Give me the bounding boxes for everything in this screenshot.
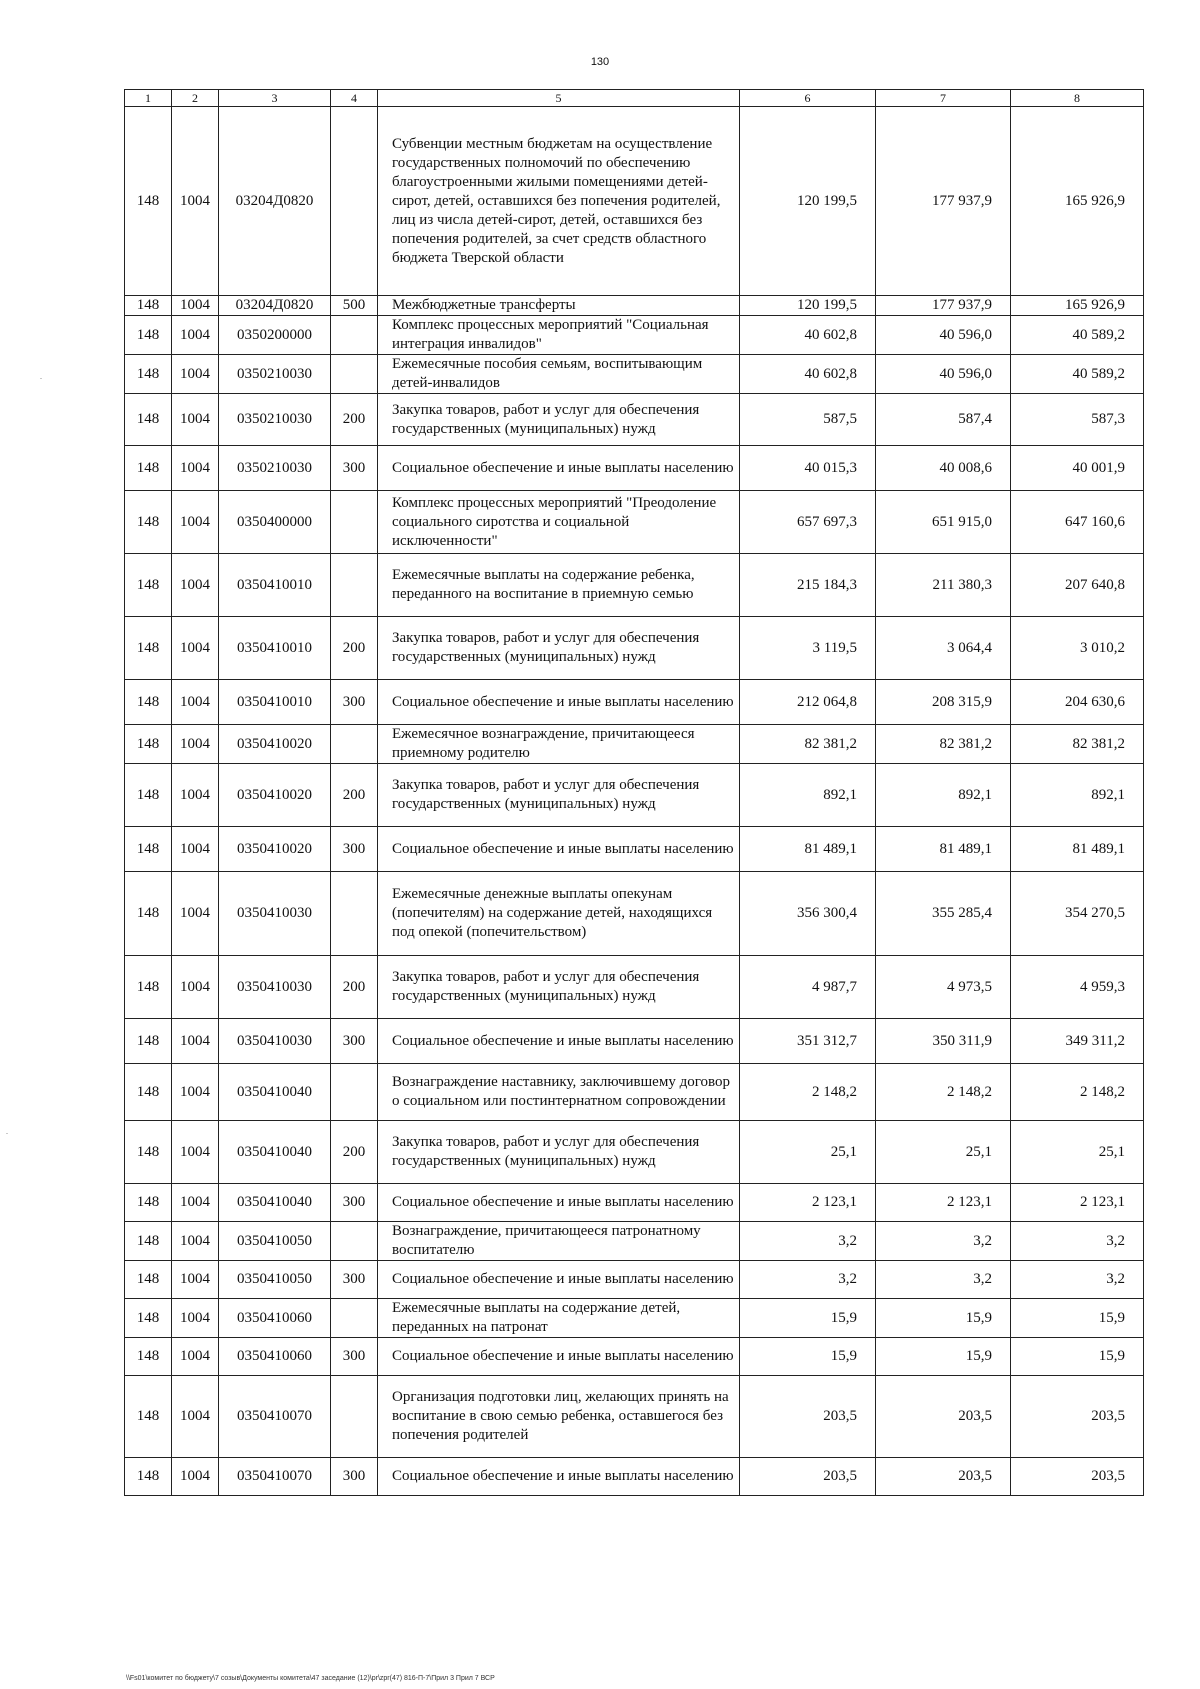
table-row [125,1064,1144,1121]
amount-col6-cell: 587,5 [740,394,876,446]
expense-type-code-cell: 300 [331,827,378,872]
description-cell: Социальное обеспечение и иные выплаты населению [378,1338,740,1376]
table-row [125,446,1144,491]
table-row [125,316,1144,355]
amount-col7-cell: 203,5 [876,1376,1011,1458]
table-row [125,1458,1144,1496]
section-code-cell: 1004 [172,107,219,296]
amount-col8-cell: 165 926,9 [1011,107,1144,296]
amount-col6-cell: 657 697,3 [740,491,876,554]
expense-type-code-cell [331,725,378,764]
description-cell: Закупка товаров, работ и услуг для обеспечения государственных (муниципальных) нужд [378,956,740,1019]
amount-col7-cell: 82 381,2 [876,725,1011,764]
amount-col7-cell: 81 489,1 [876,827,1011,872]
target-article-code-cell: 0350410020 [219,764,331,827]
description-cell: Социальное обеспечение и иные выплаты населению [378,680,740,725]
table-row [125,872,1144,956]
amount-col6-cell: 40 602,8 [740,355,876,394]
amount-col7-cell: 355 285,4 [876,872,1011,956]
table-row [125,1299,1144,1338]
target-article-code-cell: 0350410030 [219,956,331,1019]
admin-code-cell: 148 [125,1338,172,1376]
expense-type-code-cell: 200 [331,764,378,827]
table-row [125,1261,1144,1299]
amount-col8-cell: 40 589,2 [1011,316,1144,355]
column-header: 5 [378,90,740,107]
amount-col6-cell: 356 300,4 [740,872,876,956]
amount-col8-cell: 2 148,2 [1011,1064,1144,1121]
amount-col7-cell: 3 064,4 [876,617,1011,680]
section-code-cell: 1004 [172,296,219,316]
target-article-code-cell: 0350210030 [219,355,331,394]
description-cell: Ежемесячные денежные выплаты опекунам (попечителям) на содержание детей, находящихся под опекой (попечительством) [378,872,740,956]
section-code-cell: 1004 [172,680,219,725]
amount-col8-cell: 81 489,1 [1011,827,1144,872]
amount-col6-cell: 2 148,2 [740,1064,876,1121]
table-row [125,1184,1144,1222]
target-article-code-cell: 0350410040 [219,1184,331,1222]
table-row [125,1338,1144,1376]
section-code-cell: 1004 [172,316,219,355]
amount-col8-cell: 82 381,2 [1011,725,1144,764]
description-cell: Субвенции местным бюджетам на осуществление государственных полномочий по обеспечению благоустроенными жилыми помещениями детей-сирот, детей, оставшихся без попечения родителей, лиц из числа детей-сирот, детей, оставшихся без попечения родителей, за счет средств областного бюджета Тверской области [378,107,740,296]
amount-col6-cell: 81 489,1 [740,827,876,872]
expense-type-code-cell: 500 [331,296,378,316]
expense-type-code-cell [331,1222,378,1261]
amount-col6-cell: 4 987,7 [740,956,876,1019]
description-cell: Вознаграждение наставнику, заключившему договор о социальном или постинтернатном сопровождении [378,1064,740,1121]
admin-code-cell: 148 [125,1064,172,1121]
amount-col6-cell: 351 312,7 [740,1019,876,1064]
admin-code-cell: 148 [125,491,172,554]
expense-type-code-cell: 300 [331,1261,378,1299]
amount-col6-cell: 40 015,3 [740,446,876,491]
admin-code-cell: 148 [125,1019,172,1064]
admin-code-cell: 148 [125,1299,172,1338]
amount-col6-cell: 203,5 [740,1376,876,1458]
admin-code-cell: 148 [125,1261,172,1299]
expense-type-code-cell [331,554,378,617]
amount-col7-cell: 211 380,3 [876,554,1011,617]
scan-mark: . [40,372,42,381]
expense-type-code-cell [331,355,378,394]
amount-col7-cell: 4 973,5 [876,956,1011,1019]
column-header: 8 [1011,90,1144,107]
target-article-code-cell: 0350410010 [219,617,331,680]
admin-code-cell: 148 [125,1458,172,1496]
budget-table [124,89,1144,1496]
amount-col8-cell: 349 311,2 [1011,1019,1144,1064]
amount-col8-cell: 2 123,1 [1011,1184,1144,1222]
description-cell: Социальное обеспечение и иные выплаты населению [378,1184,740,1222]
description-cell: Социальное обеспечение и иные выплаты населению [378,446,740,491]
amount-col7-cell: 892,1 [876,764,1011,827]
amount-col8-cell: 165 926,9 [1011,296,1144,316]
expense-type-code-cell [331,1376,378,1458]
target-article-code-cell: 0350410020 [219,827,331,872]
admin-code-cell: 148 [125,394,172,446]
description-cell: Организация подготовки лиц, желающих принять на воспитание в свою семью ребенка, оставшегося без попечения родителей [378,1376,740,1458]
amount-col7-cell: 3,2 [876,1261,1011,1299]
section-code-cell: 1004 [172,1121,219,1184]
expense-type-code-cell: 300 [331,1184,378,1222]
table-row [125,107,1144,296]
section-code-cell: 1004 [172,1299,219,1338]
section-code-cell: 1004 [172,1376,219,1458]
amount-col7-cell: 15,9 [876,1338,1011,1376]
target-article-code-cell: 0350410060 [219,1299,331,1338]
amount-col8-cell: 40 589,2 [1011,355,1144,394]
target-article-code-cell: 0350410040 [219,1064,331,1121]
expense-type-code-cell: 300 [331,680,378,725]
amount-col6-cell: 15,9 [740,1299,876,1338]
column-header: 7 [876,90,1011,107]
expense-type-code-cell: 300 [331,446,378,491]
expense-type-code-cell [331,107,378,296]
amount-col6-cell: 212 064,8 [740,680,876,725]
amount-col8-cell: 4 959,3 [1011,956,1144,1019]
amount-col8-cell: 892,1 [1011,764,1144,827]
description-cell: Социальное обеспечение и иные выплаты населению [378,1019,740,1064]
amount-col7-cell: 208 315,9 [876,680,1011,725]
amount-col6-cell: 892,1 [740,764,876,827]
target-article-code-cell: 0350210030 [219,446,331,491]
description-cell: Социальное обеспечение и иные выплаты населению [378,1261,740,1299]
expense-type-code-cell [331,1064,378,1121]
amount-col6-cell: 3,2 [740,1261,876,1299]
section-code-cell: 1004 [172,1261,219,1299]
description-cell: Вознаграждение, причитающееся патронатному воспитателю [378,1222,740,1261]
amount-col7-cell: 2 123,1 [876,1184,1011,1222]
table-row [125,491,1144,554]
table-row [125,554,1144,617]
section-code-cell: 1004 [172,446,219,491]
expense-type-code-cell [331,491,378,554]
target-article-code-cell: 0350400000 [219,491,331,554]
amount-col8-cell: 25,1 [1011,1121,1144,1184]
table-row [125,296,1144,316]
admin-code-cell: 148 [125,1376,172,1458]
amount-col7-cell: 25,1 [876,1121,1011,1184]
section-code-cell: 1004 [172,725,219,764]
admin-code-cell: 148 [125,1222,172,1261]
section-code-cell: 1004 [172,872,219,956]
admin-code-cell: 148 [125,446,172,491]
amount-col8-cell: 354 270,5 [1011,872,1144,956]
table-row [125,355,1144,394]
admin-code-cell: 148 [125,1184,172,1222]
page-number: 130 [590,56,610,68]
target-article-code-cell: 0350410020 [219,725,331,764]
description-cell: Комплекс процессных мероприятий "Преодоление социального сиротства и социальной исключенности" [378,491,740,554]
amount-col8-cell: 15,9 [1011,1338,1144,1376]
amount-col7-cell: 651 915,0 [876,491,1011,554]
amount-col7-cell: 177 937,9 [876,107,1011,296]
amount-col8-cell: 3,2 [1011,1261,1144,1299]
expense-type-code-cell: 200 [331,956,378,1019]
expense-type-code-cell: 300 [331,1338,378,1376]
target-article-code-cell: 0350410070 [219,1376,331,1458]
target-article-code-cell: 0350210030 [219,394,331,446]
target-article-code-cell: 0350410050 [219,1222,331,1261]
expense-type-code-cell [331,1299,378,1338]
amount-col6-cell: 120 199,5 [740,296,876,316]
admin-code-cell: 148 [125,956,172,1019]
description-cell: Закупка товаров, работ и услуг для обеспечения государственных (муниципальных) нужд [378,764,740,827]
table-row [125,1222,1144,1261]
table-row [125,1121,1144,1184]
section-code-cell: 1004 [172,1019,219,1064]
amount-col8-cell: 587,3 [1011,394,1144,446]
target-article-code-cell: 0350410030 [219,1019,331,1064]
section-code-cell: 1004 [172,956,219,1019]
amount-col6-cell: 3 119,5 [740,617,876,680]
section-code-cell: 1004 [172,617,219,680]
amount-col8-cell: 203,5 [1011,1458,1144,1496]
section-code-cell: 1004 [172,491,219,554]
description-cell: Социальное обеспечение и иные выплаты населению [378,1458,740,1496]
amount-col7-cell: 2 148,2 [876,1064,1011,1121]
amount-col8-cell: 3 010,2 [1011,617,1144,680]
amount-col6-cell: 15,9 [740,1338,876,1376]
expense-type-code-cell: 300 [331,1458,378,1496]
description-cell: Социальное обеспечение и иные выплаты населению [378,827,740,872]
admin-code-cell: 148 [125,680,172,725]
table-row [125,725,1144,764]
table-row [125,617,1144,680]
expense-type-code-cell: 300 [331,1019,378,1064]
amount-col6-cell: 25,1 [740,1121,876,1184]
amount-col7-cell: 177 937,9 [876,296,1011,316]
target-article-code-cell: 0350410050 [219,1261,331,1299]
amount-col6-cell: 120 199,5 [740,107,876,296]
table-row [125,394,1144,446]
table-row [125,1376,1144,1458]
description-cell: Ежемесячные выплаты на содержание детей, переданных на патронат [378,1299,740,1338]
column-header: 3 [219,90,331,107]
description-cell: Закупка товаров, работ и услуг для обеспечения государственных (муниципальных) нужд [378,394,740,446]
column-header: 2 [172,90,219,107]
target-article-code-cell: 0350410030 [219,872,331,956]
admin-code-cell: 148 [125,316,172,355]
amount-col8-cell: 204 630,6 [1011,680,1144,725]
amount-col6-cell: 203,5 [740,1458,876,1496]
amount-col6-cell: 82 381,2 [740,725,876,764]
admin-code-cell: 148 [125,872,172,956]
section-code-cell: 1004 [172,394,219,446]
target-article-code-cell: 0350410040 [219,1121,331,1184]
admin-code-cell: 148 [125,296,172,316]
admin-code-cell: 148 [125,1121,172,1184]
description-cell: Межбюджетные трансферты [378,296,740,316]
section-code-cell: 1004 [172,554,219,617]
scan-mark: . [6,1127,8,1136]
amount-col8-cell: 3,2 [1011,1222,1144,1261]
target-article-code-cell: 0350410010 [219,554,331,617]
table-row [125,680,1144,725]
target-article-code-cell: 0350410070 [219,1458,331,1496]
amount-col8-cell: 15,9 [1011,1299,1144,1338]
amount-col6-cell: 2 123,1 [740,1184,876,1222]
expense-type-code-cell [331,872,378,956]
section-code-cell: 1004 [172,1222,219,1261]
table-row [125,827,1144,872]
section-code-cell: 1004 [172,1338,219,1376]
amount-col7-cell: 350 311,9 [876,1019,1011,1064]
amount-col8-cell: 203,5 [1011,1376,1144,1458]
admin-code-cell: 148 [125,764,172,827]
amount-col6-cell: 3,2 [740,1222,876,1261]
target-article-code-cell: 03204Д0820 [219,296,331,316]
section-code-cell: 1004 [172,1064,219,1121]
amount-col7-cell: 3,2 [876,1222,1011,1261]
section-code-cell: 1004 [172,764,219,827]
description-cell: Комплекс процессных мероприятий "Социальная интеграция инвалидов" [378,316,740,355]
admin-code-cell: 148 [125,617,172,680]
section-code-cell: 1004 [172,355,219,394]
admin-code-cell: 148 [125,725,172,764]
amount-col7-cell: 587,4 [876,394,1011,446]
amount-col8-cell: 40 001,9 [1011,446,1144,491]
amount-col6-cell: 40 602,8 [740,316,876,355]
description-cell: Закупка товаров, работ и услуг для обеспечения государственных (муниципальных) нужд [378,1121,740,1184]
description-cell: Ежемесячные пособия семьям, воспитывающим детей-инвалидов [378,355,740,394]
table-row [125,1019,1144,1064]
section-code-cell: 1004 [172,827,219,872]
amount-col7-cell: 203,5 [876,1458,1011,1496]
table-header-row [125,90,1144,107]
file-path-footer: \\Fs01\комитет по бюджету\7 созыв\Документы комитета\47 заседание (12)\pr\zpr(47) 816-П-7\Прил 3 Прил 7 ВСР [126,1675,495,1682]
column-header: 6 [740,90,876,107]
table-row [125,764,1144,827]
admin-code-cell: 148 [125,355,172,394]
target-article-code-cell: 0350410060 [219,1338,331,1376]
description-cell: Ежемесячное вознаграждение, причитающееся приемному родителю [378,725,740,764]
section-code-cell: 1004 [172,1458,219,1496]
expense-type-code-cell [331,316,378,355]
amount-col7-cell: 40 596,0 [876,316,1011,355]
admin-code-cell: 148 [125,827,172,872]
admin-code-cell: 148 [125,554,172,617]
column-header: 4 [331,90,378,107]
amount-col7-cell: 15,9 [876,1299,1011,1338]
amount-col6-cell: 215 184,3 [740,554,876,617]
description-cell: Закупка товаров, работ и услуг для обеспечения государственных (муниципальных) нужд [378,617,740,680]
target-article-code-cell: 03204Д0820 [219,107,331,296]
expense-type-code-cell: 200 [331,394,378,446]
amount-col7-cell: 40 596,0 [876,355,1011,394]
amount-col8-cell: 207 640,8 [1011,554,1144,617]
expense-type-code-cell: 200 [331,1121,378,1184]
column-header: 1 [125,90,172,107]
expense-type-code-cell: 200 [331,617,378,680]
description-cell: Ежемесячные выплаты на содержание ребенка, переданного на воспитание в приемную семью [378,554,740,617]
target-article-code-cell: 0350200000 [219,316,331,355]
amount-col7-cell: 40 008,6 [876,446,1011,491]
amount-col8-cell: 647 160,6 [1011,491,1144,554]
target-article-code-cell: 0350410010 [219,680,331,725]
admin-code-cell: 148 [125,107,172,296]
table-row [125,956,1144,1019]
section-code-cell: 1004 [172,1184,219,1222]
